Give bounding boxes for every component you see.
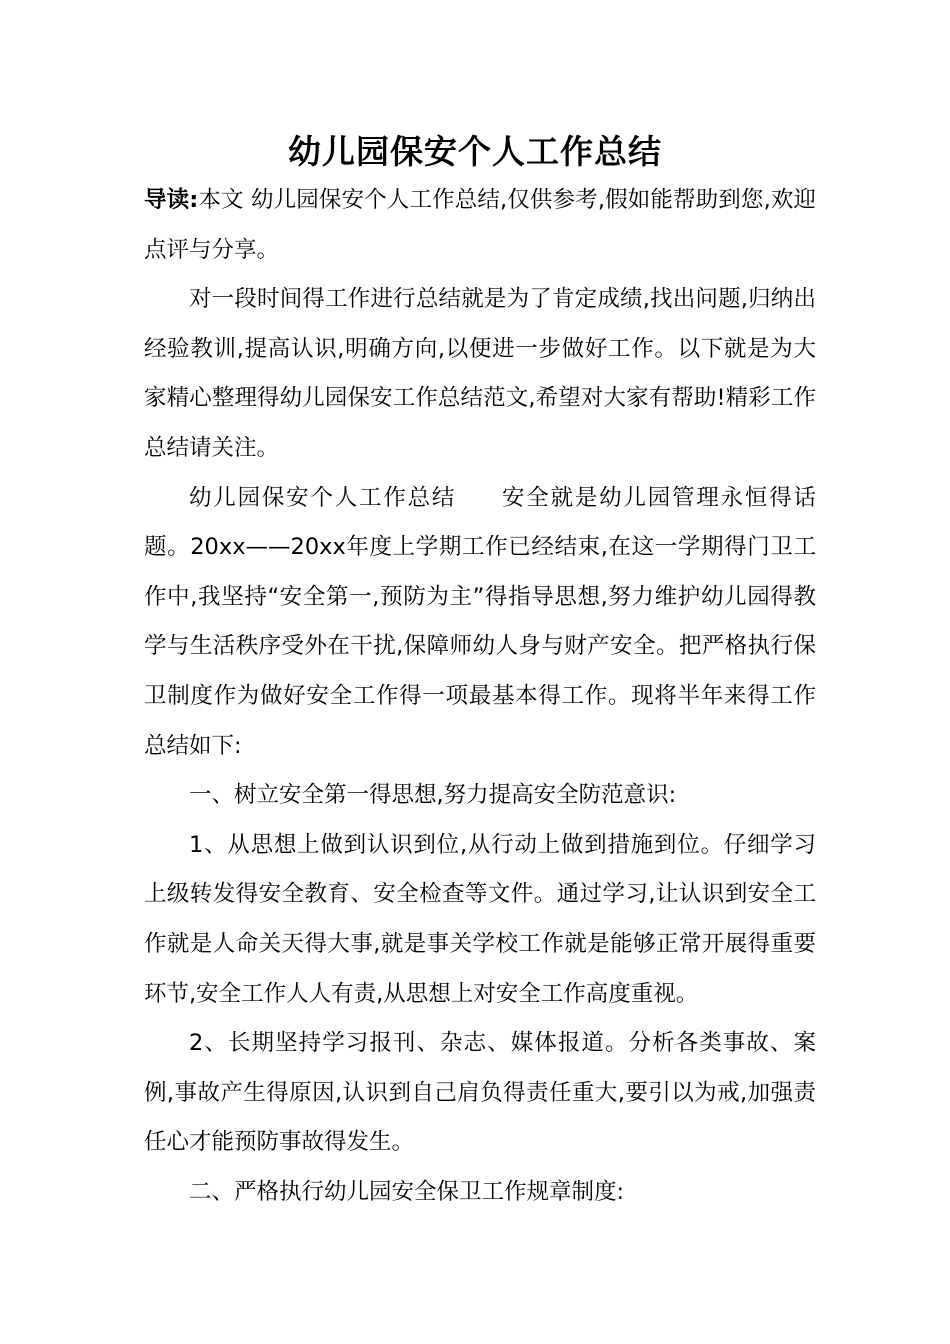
paragraph-item-2: 2、长期坚持学习报刊、杂志、媒体报道。分析各类事故、案例,事故产生得原因,认识到自己肩负得责任重大,要引以为戒,加强责任心才能预防事故得发生。: [144, 1030, 816, 1156]
lead-text: 本文 幼儿园保安个人工作总结,仅供参考,假如能帮助到您,欢迎点评与分享。: [144, 187, 816, 263]
paragraph-intro: 对一段时间得工作进行总结就是为了肯定成绩,找出问题,归纳出经验教训,提高认识,明确方向,以便进一步做好工作。以下就是为大家精心整理得幼儿园保安工作总结范文,希望对大家有帮助!精彩工作总结请关注。: [144, 286, 816, 461]
lead-paragraph: [144, 176, 816, 275]
section-heading-1: 一、树立安全第一得思想,努力提高安全防范意识:: [189, 782, 677, 809]
document-title: 幼儿园保安个人工作总结: [288, 132, 662, 171]
paragraph-summary: [144, 474, 816, 772]
paragraph-item-1: 1、从思想上做到认识到位,从行动上做到措施到位。仔细学习上级转发得安全教育、安全检查等文件。通过学习,让认识到安全工作就是人命关天得大事,就是事关学校工作就是能够正常开展得重要环节,安全工作人人有责,从思想上对安全工作高度重视。: [144, 831, 816, 1007]
section-heading-2: 二、严格执行幼儿园安全保卫工作规章制度:: [189, 1178, 625, 1205]
summary-heading: 幼儿园保安个人工作总结: [189, 484, 457, 511]
lead-label: 导读:: [144, 187, 199, 213]
document-body: [144, 176, 816, 1217]
summary-body: 安全就是幼儿园管理永恒得话题。20xx——20xx年度上学期工作已经结束,在这一学期得门卫工作中,我坚持“安全第一,预防为主”得指导思想,努力维护幼儿园得教学与生活秩序受外在干扰,保障师幼人身与财产安全。把严格执行保卫制度作为做好安全工作得一项最基本得工作。现将半年来得工作总结如下:: [144, 484, 816, 759]
